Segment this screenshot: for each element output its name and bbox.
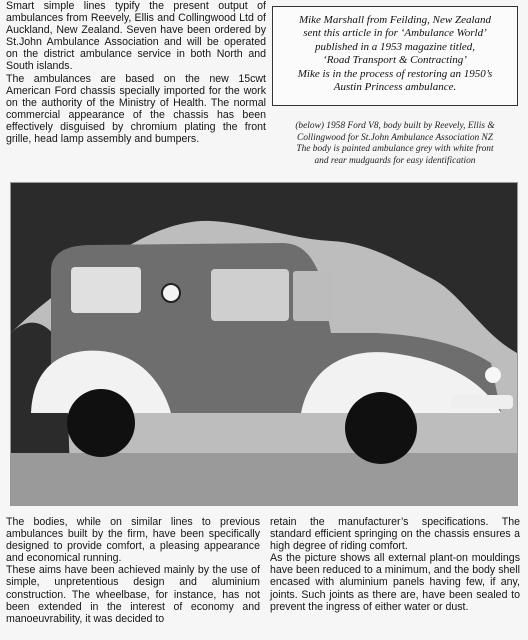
photo-caption: [276, 121, 514, 167]
note-line: published in a 1953 magazine titled,: [314, 40, 476, 53]
intro-text-column: [6, 0, 266, 145]
caption-line: (below) 1958 Ford V8, body built by Reevely, Ellis &: [295, 121, 495, 131]
front-bumper: [451, 395, 513, 409]
caption-line: The body is painted ambulance grey with white front: [296, 144, 494, 155]
body-paragraph-2: These aims have been achieved mainly by the use of simple, unpretentious design and aluminium construction. The wheelbase, for instance, has not been extended in the interest of economy and manoeuvrability, it was decided to: [6, 564, 260, 625]
caption-line: Collingwood for St.John Ambulance Association NZ: [296, 132, 493, 143]
note-line: Mike is in the process of restoring an 1950’s: [297, 67, 493, 80]
body-text-right-column: [270, 516, 520, 613]
front-wheel: [345, 392, 417, 464]
ambulance-photo: [10, 182, 518, 506]
st-john-emblem-icon: [162, 284, 180, 302]
caption-line: and rear mudguards for easy identification: [314, 155, 476, 166]
photo-ground: [11, 453, 517, 505]
van-cab-window: [211, 269, 289, 321]
front-headlamp: [485, 367, 501, 383]
body-paragraph-4: As the picture shows all external plant-on mouldings have been reduced to a minimum, and the body shell encased with aluminium panels having few, if any, joints. Such joints as there are, have been sealed to prevent the ingress of either water or dust.: [270, 552, 520, 613]
intro-paragraph-2: The ambulances are based on the new 15cwt American Ford chassis specially imported for the work on the authority of the Ministry of Health. The normal commercial appearance of the chassis has been effectively disguised by chromium plating the front grille, head lamp assembly and bumpers.: [6, 72, 266, 146]
note-line: sent this article in for ‘Ambulance World’: [303, 27, 487, 40]
note-line: Mike Marshall from Feilding, New Zealand: [298, 14, 492, 26]
body-paragraph-1: The bodies, while on similar lines to previous ambulances built by the firm, have been specifically designed to provide comfort, a pleasing appearance and economical running.: [6, 516, 260, 565]
intro-paragraph-1: Smart simple lines typify the present output of ambulances from Reevely, Ellis and Collingwood Ltd of Auckland, New Zealand. Seven have been ordered by St.John Ambulance Association and will be operated on the district ambulance service in both North and South islands.: [6, 0, 266, 73]
van-windscreen: [293, 271, 333, 321]
note-line: Austin Princess ambulance.: [333, 81, 457, 94]
van-side-window: [71, 267, 141, 313]
contributor-note-box: [272, 6, 518, 106]
ambulance-photo-illustration: [11, 183, 517, 505]
body-paragraph-3: retain the manufacturer’s specifications. The standard efficient springing on the chassis ensures a high degree of riding comfort.: [270, 516, 520, 553]
rear-wheel: [67, 389, 135, 457]
body-text-left-column: [6, 516, 260, 625]
note-line: ‘Road Transport & Contracting’: [323, 54, 467, 67]
